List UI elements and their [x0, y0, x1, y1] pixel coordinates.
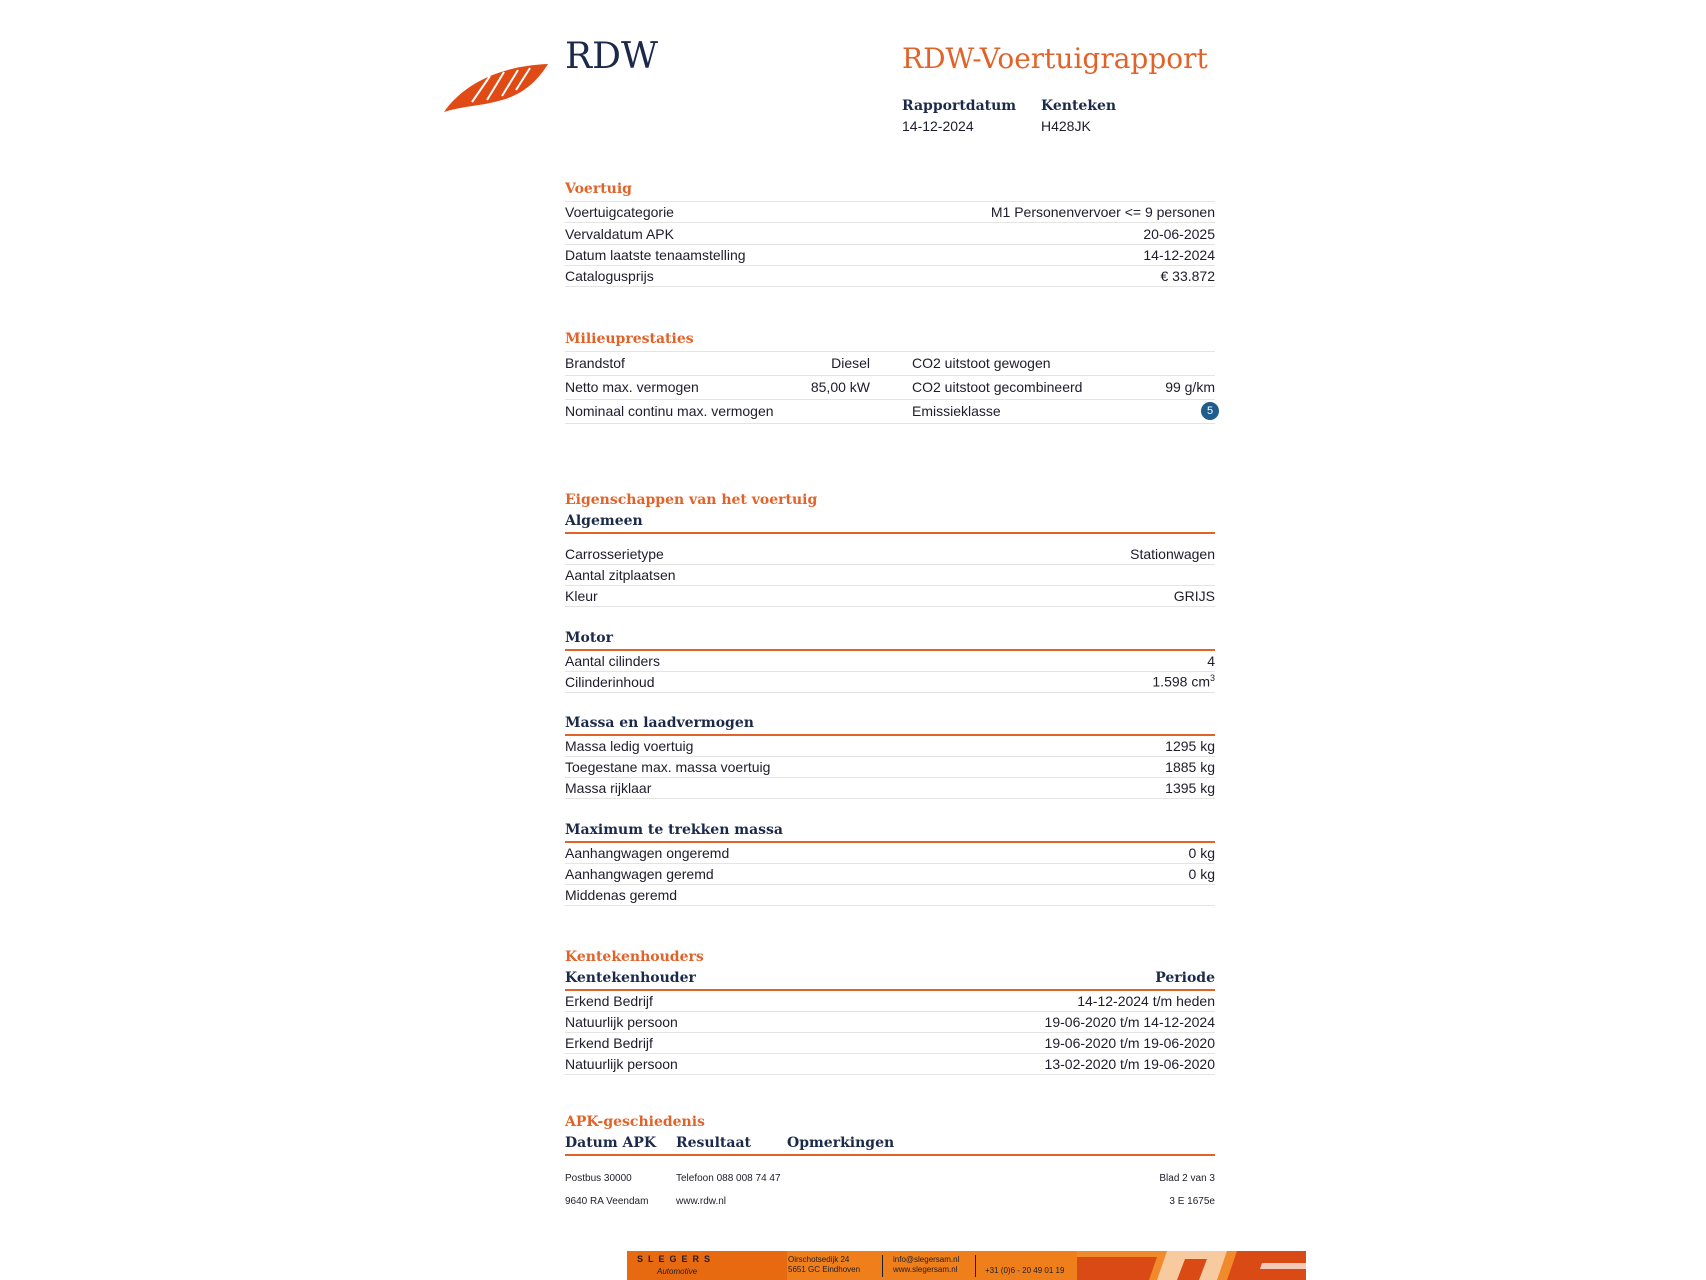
row-label: Cilinderinhoud: [565, 673, 655, 690]
row-label: Aanhangwagen geremd: [565, 865, 714, 882]
kenteken-label: Kenteken: [1041, 98, 1117, 114]
superscript: 3: [1209, 673, 1215, 684]
row-value: 14-12-2024 t/m heden: [1077, 992, 1215, 1009]
table-row: [565, 842, 1215, 864]
row-label: Aantal zitplaatsen: [565, 566, 676, 583]
footer-code: 3 E 1675e: [1169, 1196, 1215, 1207]
row-value: 14-12-2024: [1143, 246, 1215, 263]
env-label-2: CO2 uitstoot gecombineerd: [912, 379, 1083, 395]
subsection-trekken: Maximum te trekken massa: [565, 822, 1215, 843]
row-label: Natuurlijk persoon: [565, 1013, 678, 1030]
table-row: [565, 399, 1215, 424]
table-row: [565, 223, 1215, 245]
dealer-email[interactable]: info@slegersam.nl: [893, 1255, 960, 1264]
report-title: RDW-Voertuigrapport: [902, 42, 1208, 75]
table-row: [565, 756, 1215, 778]
kentekenhouders-header: [565, 970, 1215, 991]
table-row: [565, 735, 1215, 757]
row-label: Toegestane max. massa voertuig: [565, 758, 771, 775]
row-value: 1885 kg: [1165, 758, 1215, 775]
row-label: Carrosserietype: [565, 545, 664, 562]
section-milieu: Milieuprestaties: [565, 331, 694, 347]
row-label: Datum laatste tenaamstelling: [565, 246, 746, 263]
footer-city: 9640 RA Veendam: [565, 1196, 649, 1207]
env-value: 85,00 kW: [810, 379, 870, 395]
row-label: Erkend Bedrijf: [565, 1034, 653, 1051]
footer-web[interactable]: www.rdw.nl: [676, 1196, 727, 1207]
row-label: Aanhangwagen ongeremd: [565, 844, 730, 861]
cilinderinhoud-value: 1.598 cm: [1152, 673, 1210, 690]
row-label: Massa ledig voertuig: [565, 737, 694, 754]
emission-class-badge: 5: [1201, 402, 1219, 420]
col-result: Resultaat: [676, 1135, 751, 1151]
row-value: 13-02-2020 t/m 19-06-2020: [1044, 1055, 1215, 1072]
row-value: € 33.872: [1160, 267, 1215, 284]
apk-header: [565, 1135, 1215, 1156]
rapportdatum-value: 14-12-2024: [902, 118, 974, 134]
dealer-website[interactable]: www.slegersam.nl: [893, 1265, 958, 1274]
divider: [975, 1255, 976, 1277]
row-label: Aantal cilinders: [565, 652, 660, 669]
table-row: [565, 201, 1215, 223]
table-row: [565, 1032, 1215, 1054]
section-eigenschappen: Eigenschappen van het voertuig: [565, 492, 818, 508]
subsection-algemeen: Algemeen: [565, 513, 1215, 534]
col-period: Periode: [1155, 970, 1215, 986]
table-row: [565, 351, 1215, 376]
dealer-address-2: 5651 GC Eindhoven: [788, 1265, 861, 1274]
table-row: [565, 543, 1215, 565]
footer-phone: Telefoon 088 008 74 47: [676, 1173, 781, 1184]
env-label-2: Emissieklasse: [912, 403, 1001, 419]
brand-name: RDW: [565, 36, 658, 77]
rdw-logo: [442, 56, 552, 114]
feather-icon: [442, 56, 552, 114]
row-label: Massa rijklaar: [565, 779, 652, 796]
env-label: Nominaal continu max. vermogen: [565, 403, 774, 419]
env-label: Brandstof: [565, 355, 625, 371]
col-date: Datum APK: [565, 1135, 657, 1151]
env-value-2: 99 g/km: [1165, 379, 1215, 395]
row-value: M1 Personenvervoer <= 9 personen: [990, 203, 1215, 220]
row-label: Erkend Bedrijf: [565, 992, 653, 1009]
table-row: [565, 671, 1215, 693]
subsection-massa: Massa en laadvermogen: [565, 715, 1215, 736]
table-row: [565, 990, 1215, 1012]
row-value: 4: [1207, 652, 1215, 669]
row-value: GRIJS: [1173, 587, 1215, 604]
rapportdatum-label: Rapportdatum: [902, 98, 1017, 114]
row-label: Voertuigcategorie: [565, 203, 674, 220]
table-row: [565, 777, 1215, 799]
row-label: Vervaldatum APK: [565, 225, 674, 242]
table-row: [565, 1053, 1215, 1075]
col-holder: Kentekenhouder: [565, 970, 696, 986]
table-row: [565, 375, 1215, 400]
dealer-name: SLEGERS: [637, 1254, 716, 1264]
row-label: Natuurlijk persoon: [565, 1055, 678, 1072]
table-row: [565, 1011, 1215, 1033]
table-row: [565, 650, 1215, 672]
row-value: 1395 kg: [1165, 779, 1215, 796]
table-row: [565, 863, 1215, 885]
env-value: Diesel: [831, 355, 870, 371]
kenteken-value: H428JK: [1041, 118, 1091, 134]
row-value: 1295 kg: [1165, 737, 1215, 754]
section-apk: APK-geschiedenis: [565, 1114, 705, 1130]
dealer-logo-block: [627, 1251, 787, 1280]
row-value: 0 kg: [1188, 844, 1215, 861]
row-value: 19-06-2020 t/m 19-06-2020: [1044, 1034, 1215, 1051]
dealer-banner: [627, 1251, 1306, 1280]
footer-page: Blad 2 van 3: [1159, 1173, 1215, 1184]
env-label: Netto max. vermogen: [565, 379, 699, 395]
env-label-2: CO2 uitstoot gewogen: [912, 355, 1051, 371]
dealer-phone[interactable]: +31 (0)6 - 20 49 01 19: [985, 1266, 1065, 1275]
footer-postbus: Postbus 30000: [565, 1173, 632, 1184]
row-value: 19-06-2020 t/m 14-12-2024: [1044, 1013, 1215, 1030]
table-row: [565, 244, 1215, 266]
row-value: [1152, 673, 1215, 690]
row-value: Stationwagen: [1130, 545, 1215, 562]
row-label: Catalogusprijs: [565, 267, 654, 284]
subsection-motor: Motor: [565, 630, 1215, 651]
section-kentekenhouders: Kentekenhouders: [565, 949, 704, 965]
row-label: Kleur: [565, 587, 598, 604]
row-value: 0 kg: [1188, 865, 1215, 882]
col-remarks: Opmerkingen: [787, 1135, 895, 1151]
section-voertuig: Voertuig: [565, 181, 632, 197]
divider: [882, 1255, 883, 1277]
table-row: [565, 564, 1215, 586]
dealer-tagline: Automotive: [657, 1267, 698, 1276]
dealer-address-1: Oirschotsedijk 24: [788, 1255, 850, 1264]
table-row: [565, 585, 1215, 607]
table-row: [565, 884, 1215, 906]
table-row: [565, 265, 1215, 287]
stripes-graphic: [1077, 1251, 1306, 1280]
row-label: Middenas geremd: [565, 886, 678, 903]
row-value: 20-06-2025: [1143, 225, 1215, 242]
